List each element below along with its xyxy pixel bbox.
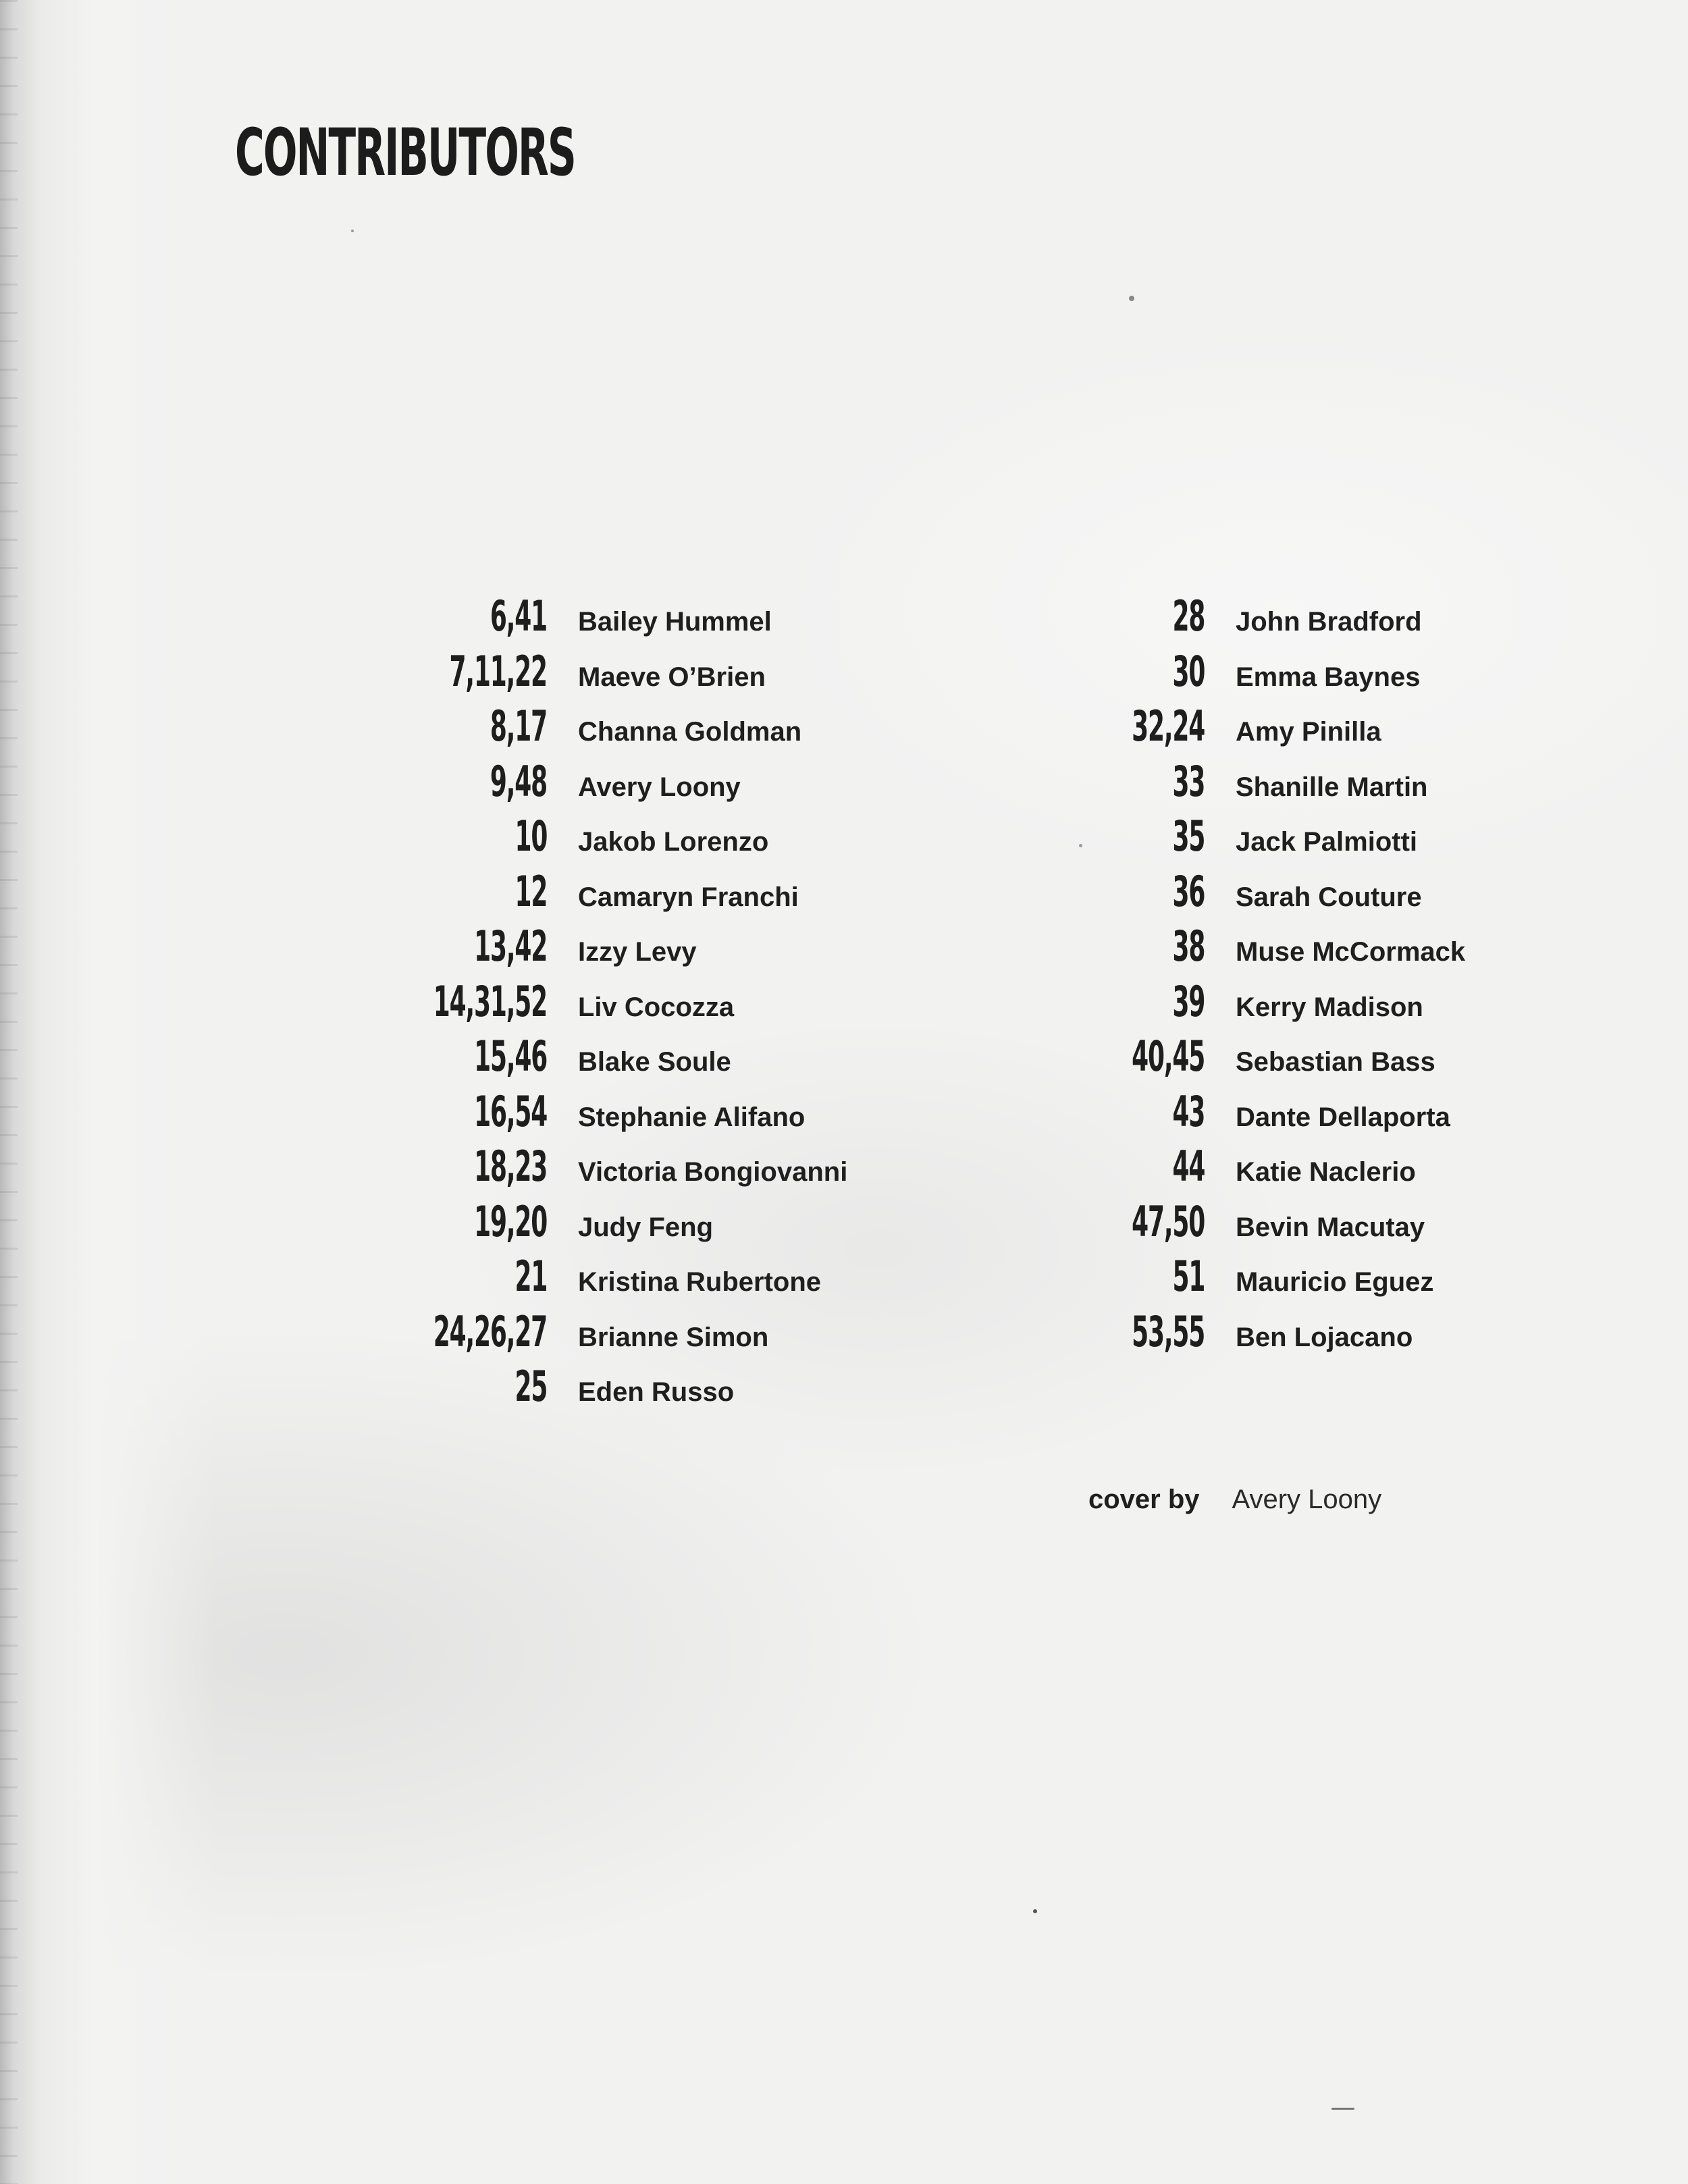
page-numbers: 47,50 — [1132, 1196, 1205, 1246]
scan-speck — [1033, 1909, 1037, 1913]
contributor-entry — [1033, 593, 1641, 648]
page-title: CONTRIBUTORS — [235, 115, 575, 190]
contributor-name: Bailey Hummel — [578, 607, 772, 637]
contributor-name: Maeve O’Brien — [578, 662, 766, 692]
contributor-entry — [1033, 758, 1641, 814]
contributor-name: Kerry Madison — [1236, 992, 1423, 1022]
page-numbers: 25 — [515, 1362, 547, 1411]
contributor-name: Jakob Lorenzo — [578, 827, 769, 857]
contributor-entry — [378, 648, 986, 703]
page-numbers: 28 — [1172, 591, 1205, 641]
contributor-entry — [378, 1363, 986, 1418]
contributor-name: Channa Goldman — [578, 717, 802, 747]
page-numbers: 43 — [1172, 1086, 1205, 1136]
contributor-entry — [378, 1198, 986, 1254]
page-numbers: 32,24 — [1132, 701, 1205, 751]
contributor-entry — [1033, 923, 1641, 978]
scan-speck — [1129, 296, 1134, 301]
contributor-name: Izzy Levy — [578, 937, 697, 967]
binding-edge — [0, 0, 18, 2184]
contributor-entry — [1033, 703, 1641, 758]
page-numbers: 18,23 — [474, 1142, 547, 1191]
contributor-name: Brianne Simon — [578, 1322, 769, 1352]
page-numbers: 36 — [1172, 866, 1205, 916]
contributor-name: Victoria Bongiovanni — [578, 1157, 848, 1187]
contributor-entry — [1033, 813, 1641, 868]
contributor-entry — [378, 1088, 986, 1144]
contributor-entry — [378, 923, 986, 978]
page-numbers: 44 — [1172, 1142, 1205, 1191]
contributor-entry — [1033, 648, 1641, 703]
page-numbers: 15,46 — [474, 1032, 547, 1081]
contributor-name: Muse McCormack — [1236, 937, 1466, 967]
page-numbers: 6,41 — [490, 591, 547, 641]
cover-artist-name: Avery Loony — [1232, 1485, 1382, 1514]
page-numbers: 35 — [1172, 811, 1205, 861]
contributor-name: Eden Russo — [578, 1377, 735, 1407]
contributor-entry — [378, 1253, 986, 1308]
contributor-name: Amy Pinilla — [1236, 717, 1381, 747]
scan-speck — [1079, 844, 1082, 847]
page-numbers: 51 — [1172, 1252, 1205, 1301]
page-numbers: 53,55 — [1132, 1306, 1205, 1356]
contributor-entry — [1033, 1143, 1641, 1198]
contributor-name: Dante Dellaporta — [1236, 1102, 1450, 1132]
contributor-name: Kristina Rubertone — [578, 1267, 822, 1297]
contributors-right-column — [1033, 593, 1641, 1363]
contributor-entry — [1033, 1198, 1641, 1254]
contributor-entry — [378, 813, 986, 868]
contributor-name: Avery Loony — [578, 772, 741, 802]
contributor-entry — [1033, 1253, 1641, 1308]
contributor-entry — [1033, 1033, 1641, 1088]
contributor-name: Sebastian Bass — [1236, 1047, 1435, 1077]
contributor-entry — [378, 1143, 986, 1198]
page-numbers: 9,48 — [490, 756, 547, 806]
contributor-name: Emma Baynes — [1236, 662, 1421, 692]
page-numbers: 38 — [1172, 922, 1205, 971]
page-numbers: 39 — [1172, 976, 1205, 1026]
contributor-entry — [378, 1308, 986, 1364]
contributor-entry — [378, 1033, 986, 1088]
contributor-name: Camaryn Franchi — [578, 882, 799, 912]
page-numbers: 40,45 — [1132, 1032, 1205, 1081]
page-numbers: 13,42 — [474, 922, 547, 971]
scan-speck — [351, 230, 354, 232]
contributor-entry — [378, 978, 986, 1034]
contributor-name: Shanille Martin — [1236, 772, 1428, 802]
contributor-name: Sarah Couture — [1236, 882, 1422, 912]
cover-credit-label: cover by — [1088, 1485, 1200, 1514]
contributor-name: Ben Lojacano — [1236, 1322, 1413, 1352]
page-numbers: 8,17 — [490, 701, 547, 751]
page-numbers: 14,31,52 — [433, 976, 547, 1026]
contributor-name: Stephanie Alifano — [578, 1102, 806, 1132]
page-numbers: 16,54 — [474, 1086, 547, 1136]
contributor-name: Bevin Macutay — [1236, 1212, 1425, 1242]
page-numbers: 21 — [515, 1252, 547, 1301]
contributor-name: Katie Naclerio — [1236, 1157, 1416, 1187]
contributor-entry — [378, 593, 986, 648]
scan-speck — [1331, 2108, 1354, 2110]
contributor-name: Jack Palmiotti — [1236, 827, 1418, 857]
contributors-left-column — [378, 593, 986, 1418]
page-numbers: 7,11,22 — [449, 646, 547, 696]
contributor-name: Blake Soule — [578, 1047, 731, 1077]
contributor-entry — [1033, 1308, 1641, 1364]
page-numbers: 33 — [1172, 756, 1205, 806]
contributor-entry — [1033, 978, 1641, 1034]
contributor-name: Liv Cocozza — [578, 992, 735, 1022]
cover-credit — [1088, 1483, 1381, 1516]
contributor-entry — [378, 758, 986, 814]
page-numbers: 12 — [515, 866, 547, 916]
page-numbers: 19,20 — [474, 1196, 547, 1246]
contributor-entry — [378, 868, 986, 924]
page-numbers: 30 — [1172, 646, 1205, 696]
contributor-name: Mauricio Eguez — [1236, 1267, 1434, 1297]
contributor-name: John Bradford — [1236, 607, 1422, 637]
contributor-entry — [1033, 868, 1641, 924]
contributor-entry — [1033, 1088, 1641, 1144]
page-numbers: 10 — [515, 811, 547, 861]
contributor-entry — [378, 703, 986, 758]
contributor-name: Judy Feng — [578, 1212, 714, 1242]
page-numbers: 24,26,27 — [433, 1306, 547, 1356]
